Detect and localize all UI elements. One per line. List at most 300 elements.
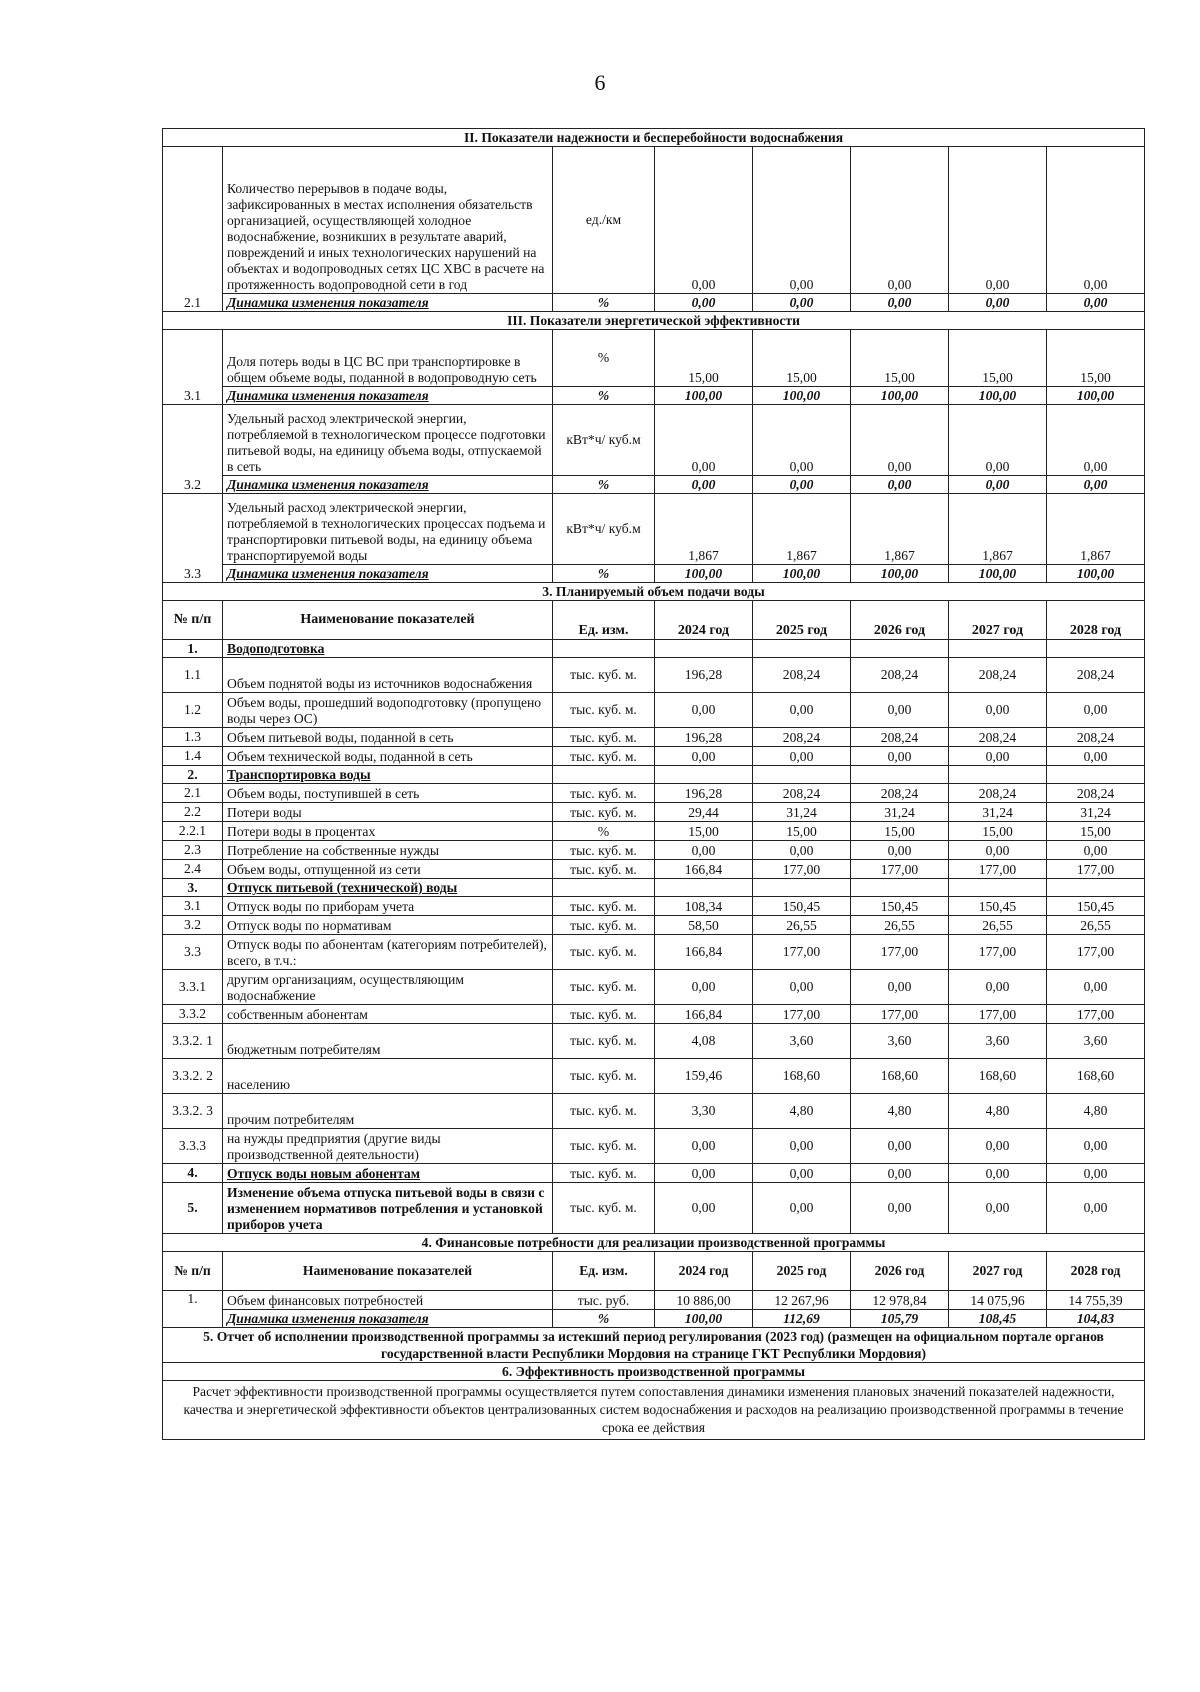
finance-section bbox=[163, 1234, 1145, 1252]
row-number: 3.1 bbox=[163, 897, 223, 916]
value-cell: 26,55 bbox=[851, 916, 949, 935]
dynamics-value: 100,00 bbox=[949, 387, 1047, 405]
value-cell: 10 886,00 bbox=[655, 1291, 753, 1310]
unit-cell: тыс. куб. м. bbox=[553, 916, 655, 935]
header-year: 2027 год bbox=[949, 601, 1047, 640]
value-cell: 15,00 bbox=[655, 330, 753, 387]
unit-cell: тыс. куб. м. bbox=[553, 1059, 655, 1094]
value-cell: 15,00 bbox=[949, 330, 1047, 387]
value-cell: 177,00 bbox=[1047, 1005, 1145, 1024]
indicator-name: на нужды предприятия (другие виды производственной деятельности) bbox=[223, 1129, 553, 1164]
indicator-row bbox=[163, 494, 1145, 565]
header-year: 2028 год bbox=[1047, 601, 1145, 640]
volume-section bbox=[163, 583, 1145, 601]
value-cell: 177,00 bbox=[753, 1005, 851, 1024]
indicator-name: Объем воды, поступившей в сеть bbox=[223, 784, 553, 803]
value-cell: 0,00 bbox=[851, 1183, 949, 1234]
value-cell: 208,24 bbox=[851, 658, 949, 693]
indicator-name: прочим потребителям bbox=[223, 1094, 553, 1129]
indicator-name: другим организациям, осуществляющим водоснабжение bbox=[223, 970, 553, 1005]
row-number: 2. bbox=[163, 766, 223, 784]
volume-row bbox=[163, 1183, 1145, 1234]
dynamics-value: 100,00 bbox=[655, 565, 753, 583]
header-year: 2025 год bbox=[753, 601, 851, 640]
row-number: 3.2 bbox=[163, 916, 223, 935]
header-year: 2027 год bbox=[949, 1252, 1047, 1291]
value-cell: 0,00 bbox=[753, 405, 851, 476]
volume-row bbox=[163, 1005, 1145, 1024]
value-cell: 4,80 bbox=[1047, 1094, 1145, 1129]
finance-header bbox=[163, 1252, 1145, 1291]
value-cell: 0,00 bbox=[655, 970, 753, 1005]
value-cell: 15,00 bbox=[949, 822, 1047, 841]
unit-cell: тыс. куб. м. bbox=[553, 935, 655, 970]
indicator-name: населению bbox=[223, 1059, 553, 1094]
indicator-name: Отпуск воды новым абонентам bbox=[223, 1164, 553, 1183]
dynamics-row bbox=[163, 565, 1145, 583]
volume-row bbox=[163, 935, 1145, 970]
empty-cell bbox=[1047, 640, 1145, 658]
header-unit: Ед. изм. bbox=[553, 601, 655, 640]
value-cell: 150,45 bbox=[949, 897, 1047, 916]
dynamics-value: 100,00 bbox=[1047, 387, 1145, 405]
value-cell: 3,60 bbox=[949, 1024, 1047, 1059]
unit-cell: тыс. куб. м. bbox=[553, 693, 655, 728]
indicator-name: Объем финансовых потребностей bbox=[223, 1291, 553, 1310]
value-cell: 0,00 bbox=[1047, 747, 1145, 766]
header-year: 2024 год bbox=[655, 1252, 753, 1291]
volume-row bbox=[163, 658, 1145, 693]
value-cell: 177,00 bbox=[851, 1005, 949, 1024]
dynamics-row bbox=[163, 476, 1145, 494]
volume-row bbox=[163, 1164, 1145, 1183]
empty-cell bbox=[949, 879, 1047, 897]
section2-title: II. Показатели надежности и бесперебойности водоснабжения bbox=[163, 129, 1145, 147]
value-cell: 196,28 bbox=[655, 784, 753, 803]
section3 bbox=[163, 312, 1145, 330]
unit-cell: тыс. куб. м. bbox=[553, 1024, 655, 1059]
indicator-row bbox=[163, 405, 1145, 476]
value-cell: 177,00 bbox=[753, 860, 851, 879]
value-cell: 31,24 bbox=[851, 803, 949, 822]
dynamics-value: 100,00 bbox=[753, 565, 851, 583]
row-number: 1.3 bbox=[163, 728, 223, 747]
row-number: 2.2 bbox=[163, 803, 223, 822]
indicator-name: Отпуск воды по нормативам bbox=[223, 916, 553, 935]
page-number: 6 bbox=[594, 70, 606, 95]
value-cell: 0,00 bbox=[949, 147, 1047, 294]
value-cell: 208,24 bbox=[1047, 658, 1145, 693]
volume-row bbox=[163, 784, 1145, 803]
empty-cell bbox=[753, 879, 851, 897]
value-cell: 0,00 bbox=[655, 693, 753, 728]
row-number: 1.1 bbox=[163, 658, 223, 693]
value-cell: 0,00 bbox=[655, 147, 753, 294]
unit-cell: % bbox=[553, 565, 655, 583]
efficiency-section bbox=[163, 1363, 1145, 1381]
value-cell: 0,00 bbox=[851, 147, 949, 294]
indicator-name: Количество перерывов в подаче воды, зафиксированных в местах исполнения обязательств организацией, осуществляющей холодное водоснабжение, возникших в результате аварий, повреждений и иных технологических нарушений на объектах и водопроводных сетях ЦС ХВС в расчете на протяженность водопроводной сети в год bbox=[223, 147, 553, 294]
header-year: 2026 год bbox=[851, 1252, 949, 1291]
row-number: 1.4 bbox=[163, 747, 223, 766]
value-cell: 177,00 bbox=[949, 860, 1047, 879]
value-cell: 0,00 bbox=[949, 1183, 1047, 1234]
row-number: 3.3.2. 2 bbox=[163, 1059, 223, 1094]
unit-cell: тыс. куб. м. bbox=[553, 1094, 655, 1129]
value-cell: 0,00 bbox=[1047, 841, 1145, 860]
unit-cell: % bbox=[553, 387, 655, 405]
indicator-name: Объем воды, отпущенной из сети bbox=[223, 860, 553, 879]
section2 bbox=[163, 129, 1145, 147]
unit-cell: кВт*ч/ куб.м bbox=[553, 494, 655, 565]
dynamics-value: 0,00 bbox=[851, 476, 949, 494]
value-cell: 0,00 bbox=[1047, 1129, 1145, 1164]
value-cell: 15,00 bbox=[753, 822, 851, 841]
dynamics-value: 0,00 bbox=[949, 294, 1047, 312]
value-cell: 166,84 bbox=[655, 860, 753, 879]
row-number: 3.3 bbox=[163, 494, 223, 583]
value-cell: 0,00 bbox=[753, 747, 851, 766]
unit-cell: тыс. куб. м. bbox=[553, 1129, 655, 1164]
empty-cell bbox=[851, 640, 949, 658]
value-cell: 150,45 bbox=[1047, 897, 1145, 916]
value-cell: 0,00 bbox=[851, 747, 949, 766]
volume-row bbox=[163, 1129, 1145, 1164]
volume-row bbox=[163, 728, 1145, 747]
value-cell: 177,00 bbox=[949, 935, 1047, 970]
unit-cell: % bbox=[553, 822, 655, 841]
value-cell: 26,55 bbox=[753, 916, 851, 935]
value-cell: 14 075,96 bbox=[949, 1291, 1047, 1310]
indicator-name: Доля потерь воды в ЦС ВС при транспортировке в общем объеме воды, поданной в водопроводную сеть bbox=[223, 330, 553, 387]
unit-cell: тыс. куб. м. bbox=[553, 728, 655, 747]
dynamics-value: 0,00 bbox=[949, 476, 1047, 494]
value-cell: 166,84 bbox=[655, 935, 753, 970]
value-cell: 0,00 bbox=[655, 747, 753, 766]
value-cell: 31,24 bbox=[1047, 803, 1145, 822]
dynamics-value: 112,69 bbox=[753, 1310, 851, 1328]
value-cell: 0,00 bbox=[1047, 1164, 1145, 1183]
indicator-name: Объем поднятой воды из источников водоснабжения bbox=[223, 658, 553, 693]
value-cell: 26,55 bbox=[949, 916, 1047, 935]
row-number: 3.3 bbox=[163, 935, 223, 970]
value-cell: 3,30 bbox=[655, 1094, 753, 1129]
dynamics-value: 100,00 bbox=[851, 387, 949, 405]
dynamics-value: 100,00 bbox=[655, 1310, 753, 1328]
row-number: 2.3 bbox=[163, 841, 223, 860]
value-cell: 15,00 bbox=[1047, 822, 1145, 841]
value-cell: 208,24 bbox=[851, 784, 949, 803]
indicator-name: Объем питьевой воды, поданной в сеть bbox=[223, 728, 553, 747]
value-cell: 177,00 bbox=[851, 860, 949, 879]
volume-row bbox=[163, 841, 1145, 860]
unit-cell: кВт*ч/ куб.м bbox=[553, 405, 655, 476]
dynamics-value: 100,00 bbox=[949, 565, 1047, 583]
empty-cell bbox=[655, 766, 753, 784]
dynamics-value: 108,45 bbox=[949, 1310, 1047, 1328]
value-cell: 196,28 bbox=[655, 658, 753, 693]
value-cell: 26,55 bbox=[1047, 916, 1145, 935]
dynamics-value: 0,00 bbox=[753, 294, 851, 312]
dynamics-value: 100,00 bbox=[851, 565, 949, 583]
dynamics-value: 0,00 bbox=[1047, 294, 1145, 312]
volume-row bbox=[163, 1059, 1145, 1094]
value-cell: 1,867 bbox=[1047, 494, 1145, 565]
indicators-table bbox=[162, 128, 1145, 1440]
value-cell: 0,00 bbox=[949, 747, 1047, 766]
empty-cell bbox=[851, 879, 949, 897]
unit-cell: тыс. куб. м. bbox=[553, 1005, 655, 1024]
header-name: Наименование показателей bbox=[223, 601, 553, 640]
unit-cell: тыс. куб. м. bbox=[553, 860, 655, 879]
group-row bbox=[163, 766, 1145, 784]
empty-cell bbox=[1047, 766, 1145, 784]
value-cell: 168,60 bbox=[1047, 1059, 1145, 1094]
value-cell: 0,00 bbox=[753, 970, 851, 1005]
group-name: Отпуск питьевой (технической) воды bbox=[223, 879, 553, 897]
value-cell: 0,00 bbox=[753, 1183, 851, 1234]
empty-cell bbox=[753, 766, 851, 784]
document-body bbox=[162, 128, 1144, 1440]
row-number: 3.3.1 bbox=[163, 970, 223, 1005]
value-cell: 0,00 bbox=[753, 1164, 851, 1183]
value-cell: 0,00 bbox=[753, 1129, 851, 1164]
value-cell: 0,00 bbox=[655, 1183, 753, 1234]
indicator-name: собственным абонентам bbox=[223, 1005, 553, 1024]
unit-cell: тыс. руб. bbox=[553, 1291, 655, 1310]
dynamics-value: 0,00 bbox=[655, 294, 753, 312]
value-cell: 0,00 bbox=[949, 1129, 1047, 1164]
dynamics-label: Динамика изменения показателя bbox=[223, 476, 553, 494]
dynamics-value: 0,00 bbox=[851, 294, 949, 312]
indicator-name: Изменение объема отпуска питьевой воды в связи с изменением нормативов потребления и установкой приборов учета bbox=[223, 1183, 553, 1234]
empty-cell bbox=[949, 766, 1047, 784]
value-cell: 0,00 bbox=[851, 841, 949, 860]
row-number: 2.1 bbox=[163, 147, 223, 312]
volume-header bbox=[163, 601, 1145, 640]
value-cell: 31,24 bbox=[949, 803, 1047, 822]
value-cell: 58,50 bbox=[655, 916, 753, 935]
row-number: 3.3.2 bbox=[163, 1005, 223, 1024]
value-cell: 14 755,39 bbox=[1047, 1291, 1145, 1310]
value-cell: 0,00 bbox=[949, 693, 1047, 728]
empty-cell bbox=[553, 879, 655, 897]
value-cell: 0,00 bbox=[949, 970, 1047, 1005]
volume-row bbox=[163, 693, 1145, 728]
header-year: 2026 год bbox=[851, 601, 949, 640]
value-cell: 166,84 bbox=[655, 1005, 753, 1024]
volume-row bbox=[163, 970, 1145, 1005]
efficiency-section-title: 6. Эффективность производственной программы bbox=[163, 1363, 1145, 1381]
volume-row bbox=[163, 1094, 1145, 1129]
finance-row bbox=[163, 1291, 1145, 1310]
row-number: 1. bbox=[163, 1291, 223, 1328]
dynamics-value: 0,00 bbox=[655, 476, 753, 494]
indicator-row bbox=[163, 147, 1145, 294]
header-name: Наименование показателей bbox=[223, 1252, 553, 1291]
dynamics-value: 0,00 bbox=[1047, 476, 1145, 494]
dynamics-value: 104,83 bbox=[1047, 1310, 1145, 1328]
value-cell: 3,60 bbox=[1047, 1024, 1145, 1059]
indicator-name: Потери воды в процентах bbox=[223, 822, 553, 841]
value-cell: 208,24 bbox=[1047, 784, 1145, 803]
indicator-name: Удельный расход электрической энергии, потребляемой в технологических процессах подъема и транспортировки питьевой воды, на единицу объема транспортируемой воды bbox=[223, 494, 553, 565]
value-cell: 0,00 bbox=[851, 1164, 949, 1183]
value-cell: 12 267,96 bbox=[753, 1291, 851, 1310]
unit-cell: % bbox=[553, 294, 655, 312]
value-cell: 4,08 bbox=[655, 1024, 753, 1059]
finance-section-title: 4. Финансовые потребности для реализации производственной программы bbox=[163, 1234, 1145, 1252]
value-cell: 29,44 bbox=[655, 803, 753, 822]
value-cell: 177,00 bbox=[1047, 860, 1145, 879]
group-name: Водоподготовка bbox=[223, 640, 553, 658]
row-number: 3.2 bbox=[163, 405, 223, 494]
value-cell: 0,00 bbox=[851, 693, 949, 728]
empty-cell bbox=[949, 640, 1047, 658]
value-cell: 177,00 bbox=[851, 935, 949, 970]
value-cell: 15,00 bbox=[851, 822, 949, 841]
group-row bbox=[163, 879, 1145, 897]
row-number: 2.2.1 bbox=[163, 822, 223, 841]
indicator-name: Отпуск воды по приборам учета bbox=[223, 897, 553, 916]
volume-row bbox=[163, 897, 1145, 916]
value-cell: 0,00 bbox=[655, 1129, 753, 1164]
value-cell: 208,24 bbox=[949, 784, 1047, 803]
volume-row bbox=[163, 860, 1145, 879]
empty-cell bbox=[553, 766, 655, 784]
empty-cell bbox=[553, 640, 655, 658]
dynamics-value: 100,00 bbox=[655, 387, 753, 405]
value-cell: 0,00 bbox=[949, 405, 1047, 476]
volume-row bbox=[163, 1024, 1145, 1059]
value-cell: 31,24 bbox=[753, 803, 851, 822]
value-cell: 15,00 bbox=[1047, 330, 1145, 387]
row-number: 5. bbox=[163, 1183, 223, 1234]
empty-cell bbox=[1047, 879, 1145, 897]
indicator-name: Объем воды, прошедший водоподготовку (пропущено воды через ОС) bbox=[223, 693, 553, 728]
value-cell: 12 978,84 bbox=[851, 1291, 949, 1310]
value-cell: 168,60 bbox=[949, 1059, 1047, 1094]
row-number: 4. bbox=[163, 1164, 223, 1183]
value-cell: 177,00 bbox=[753, 935, 851, 970]
value-cell: 0,00 bbox=[655, 841, 753, 860]
value-cell: 3,60 bbox=[851, 1024, 949, 1059]
efficiency-text: Расчет эффективности производственной программы осуществляется путем сопоставления динамики изменения плановых значений показателей надежности, качества и энергетической эффективности объектов централизованных систем водоснабжения и расходов на реализацию производственной программы в течение срока ее действия bbox=[163, 1381, 1145, 1440]
value-cell: 177,00 bbox=[1047, 935, 1145, 970]
group-name: Транспортировка воды bbox=[223, 766, 553, 784]
value-cell: 15,00 bbox=[753, 330, 851, 387]
value-cell: 4,80 bbox=[753, 1094, 851, 1129]
value-cell: 1,867 bbox=[655, 494, 753, 565]
dynamics-label: Динамика изменения показателя bbox=[223, 294, 553, 312]
value-cell: 150,45 bbox=[851, 897, 949, 916]
dynamics-label: Динамика изменения показателя bbox=[223, 565, 553, 583]
dynamics-value: 100,00 bbox=[753, 387, 851, 405]
row-number: 3.3.2. 1 bbox=[163, 1024, 223, 1059]
value-cell: 1,867 bbox=[949, 494, 1047, 565]
row-number: 1. bbox=[163, 640, 223, 658]
unit-cell: тыс. куб. м. bbox=[553, 747, 655, 766]
value-cell: 15,00 bbox=[655, 822, 753, 841]
volume-section-title: 3. Планируемый объем подачи воды bbox=[163, 583, 1145, 601]
value-cell: 0,00 bbox=[655, 405, 753, 476]
value-cell: 208,24 bbox=[949, 728, 1047, 747]
report-row bbox=[163, 1328, 1145, 1363]
value-cell: 159,46 bbox=[655, 1059, 753, 1094]
empty-cell bbox=[753, 640, 851, 658]
group-row bbox=[163, 640, 1145, 658]
empty-cell bbox=[655, 640, 753, 658]
value-cell: 0,00 bbox=[1047, 1183, 1145, 1234]
value-cell: 108,34 bbox=[655, 897, 753, 916]
value-cell: 0,00 bbox=[851, 405, 949, 476]
volume-row bbox=[163, 803, 1145, 822]
value-cell: 3,60 bbox=[753, 1024, 851, 1059]
indicator-row bbox=[163, 330, 1145, 387]
unit-cell: тыс. куб. м. bbox=[553, 803, 655, 822]
value-cell: 1,867 bbox=[851, 494, 949, 565]
dynamics-row bbox=[163, 387, 1145, 405]
value-cell: 0,00 bbox=[1047, 405, 1145, 476]
unit-cell: % bbox=[553, 476, 655, 494]
unit-cell: тыс. куб. м. bbox=[553, 897, 655, 916]
empty-cell bbox=[655, 879, 753, 897]
row-number: 3. bbox=[163, 879, 223, 897]
unit-cell: тыс. куб. м. bbox=[553, 970, 655, 1005]
volume-row bbox=[163, 916, 1145, 935]
unit-cell: тыс. куб. м. bbox=[553, 784, 655, 803]
value-cell: 0,00 bbox=[655, 1164, 753, 1183]
value-cell: 4,80 bbox=[949, 1094, 1047, 1129]
header-year: 2024 год bbox=[655, 601, 753, 640]
dynamics-row bbox=[163, 1310, 1145, 1328]
efficiency-text-row bbox=[163, 1381, 1145, 1440]
empty-cell bbox=[851, 766, 949, 784]
row-number: 3.3.2. 3 bbox=[163, 1094, 223, 1129]
value-cell: 0,00 bbox=[949, 1164, 1047, 1183]
value-cell: 168,60 bbox=[753, 1059, 851, 1094]
unit-cell: % bbox=[553, 1310, 655, 1328]
unit-cell: тыс. куб. м. bbox=[553, 658, 655, 693]
indicator-name: Отпуск воды по абонентам (категориям потребителей), всего, в т.ч.: bbox=[223, 935, 553, 970]
dynamics-label: Динамика изменения показателя bbox=[223, 1310, 553, 1328]
value-cell: 208,24 bbox=[753, 784, 851, 803]
indicator-name: Потери воды bbox=[223, 803, 553, 822]
dynamics-value: 100,00 bbox=[1047, 565, 1145, 583]
row-number: 2.4 bbox=[163, 860, 223, 879]
value-cell: 0,00 bbox=[753, 693, 851, 728]
value-cell: 0,00 bbox=[1047, 693, 1145, 728]
row-number: 1.2 bbox=[163, 693, 223, 728]
header-no: № п/п bbox=[163, 601, 223, 640]
value-cell: 208,24 bbox=[1047, 728, 1145, 747]
value-cell: 0,00 bbox=[1047, 147, 1145, 294]
value-cell: 1,867 bbox=[753, 494, 851, 565]
unit-cell: % bbox=[553, 330, 655, 387]
value-cell: 196,28 bbox=[655, 728, 753, 747]
indicator-name: бюджетным потребителям bbox=[223, 1024, 553, 1059]
indicator-name: Удельный расход электрической энергии, потребляемой в технологическом процессе подготовки питьевой воды, на единицу объема воды, отпускаемой в сеть bbox=[223, 405, 553, 476]
header-year: 2028 год bbox=[1047, 1252, 1145, 1291]
header-no: № п/п bbox=[163, 1252, 223, 1291]
dynamics-row bbox=[163, 294, 1145, 312]
dynamics-value: 0,00 bbox=[753, 476, 851, 494]
indicator-name: Объем технической воды, поданной в сеть bbox=[223, 747, 553, 766]
value-cell: 208,24 bbox=[949, 658, 1047, 693]
value-cell: 15,00 bbox=[851, 330, 949, 387]
unit-cell: тыс. куб. м. bbox=[553, 1183, 655, 1234]
row-number: 3.1 bbox=[163, 330, 223, 405]
